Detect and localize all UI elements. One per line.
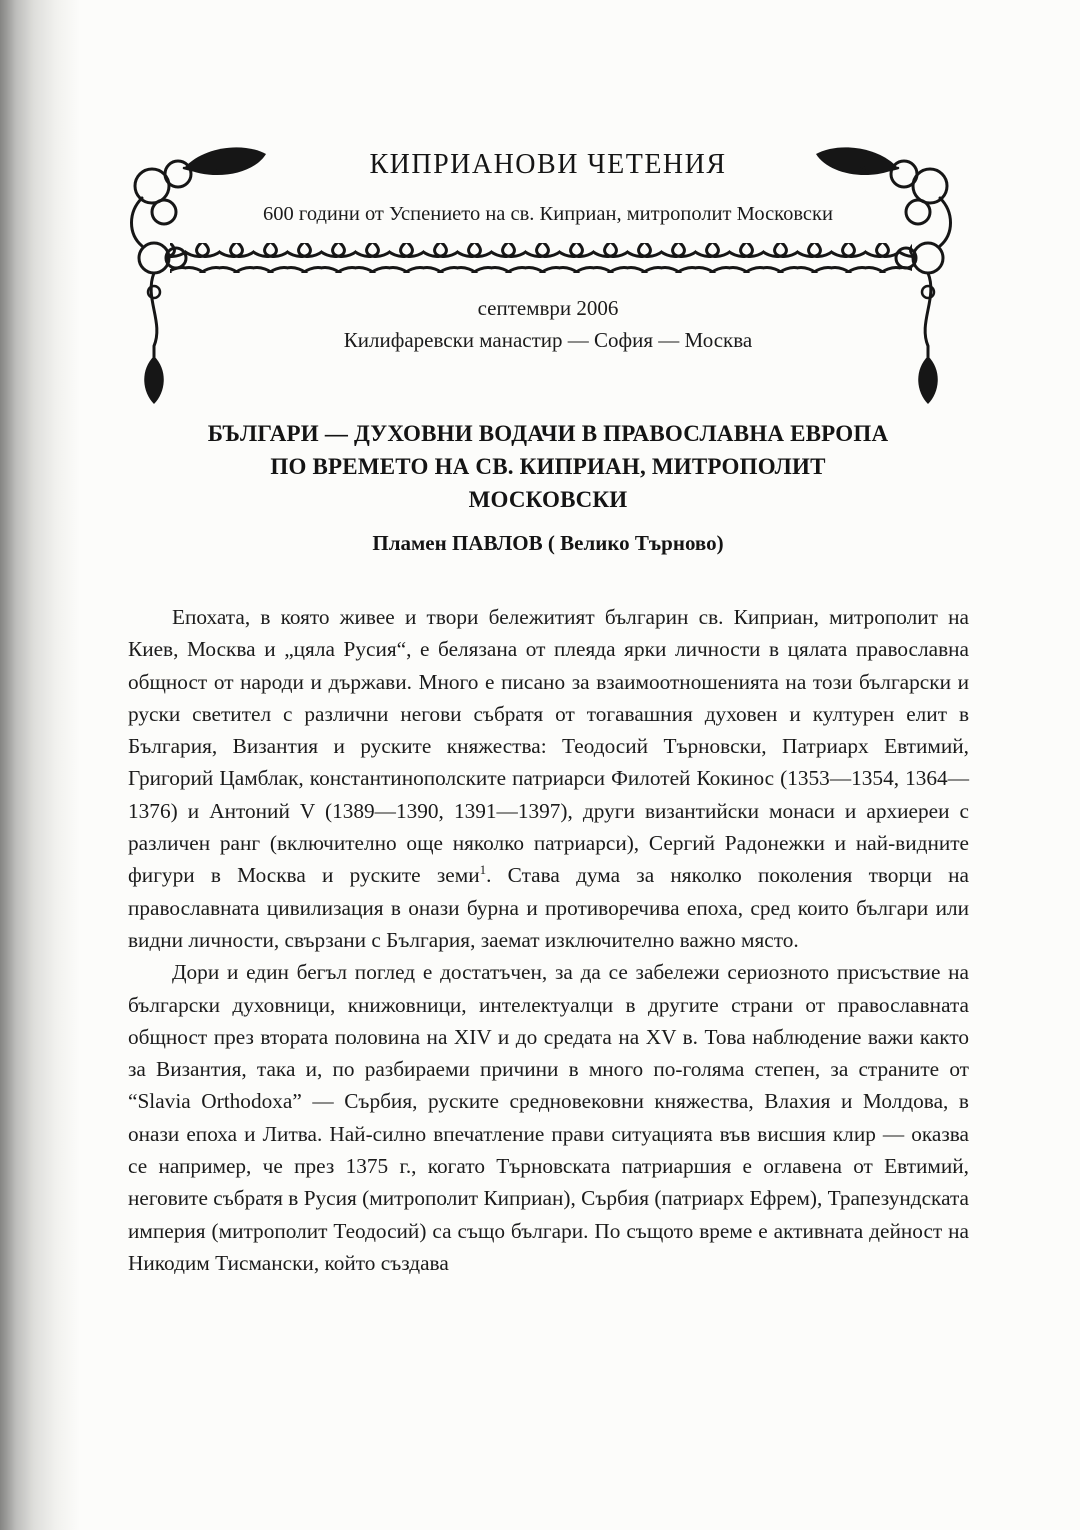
event-date: септември 2006 — [477, 296, 619, 320]
book-gutter-shadow — [0, 0, 80, 1530]
article-body — [128, 601, 969, 1279]
article-paragraph-2: Дори и един бегъл поглед е достатъчен, за да се забележи сериозното присъствие на български духовници, книжовници, интелектуалци в другите страни от православната общност през втората половина на XIV и до средата на XV в. Това наблюдение важи както за Византия, така и, по разбираеми причини в много по-голяма степен, за страните от “Slavia Orthodoxa” — Сърбия, руските средновековни княжества, Влахия и Молдова, в онази епоха и Литва. Най-силно впечатление прави ситуацията във висшия клир — оказва се например, че през 1375 г., когато Търновската патриаршия е оглавена от Евтимий, неговите събратя в Русия (митрополит Киприан), Сърбия (патриарх Ефрем), Трапезундската империя (митрополит Теодосий) са също българи. По същото време е активната дейност на Никодим Тисмански, който създава — [128, 960, 969, 1275]
paragraph-1-continuation: . Става дума за няколко поколения творци на православната цивилизация в онази бурна и противоречива епоха, сред които българи или видни личности, свързани с България, заемат изключително важно място. — [128, 863, 969, 952]
knotwork-border-ornament — [118, 142, 964, 410]
footnote-marker: 1 — [479, 862, 487, 878]
article-title — [18, 417, 1078, 516]
right-knot-ornament — [816, 147, 951, 404]
article-title-line-3: МОСКОВСКИ — [468, 487, 628, 512]
proceedings-subtitle: 600 години от Успението на св. Киприан, митрополит Московски — [263, 203, 833, 225]
proceedings-title: КИПРИАНОВИ ЧЕТЕНИЯ — [369, 149, 727, 180]
event-venue: Килифаревски манастир — София — Москва — [343, 328, 753, 352]
left-knot-ornament — [132, 147, 267, 404]
article-author: Пламен ПАВЛОВ ( Велико Търново) — [372, 531, 724, 555]
article-title-line-2: ПО ВРЕМЕТО НА СВ. КИПРИАН, МИТРОПОЛИТ — [270, 454, 826, 479]
paragraph-1-text: Епохата, в която живее и твори бележитият българин св. Киприан, митрополит на Киев, Москва и „цяла Русия“, е белязана от плеяда ярки личности в цялата православна общност от народи и държави. Много е писано за взаимоотношенията на този български и руски светител с различни негови събратя от тогавашния духовен и културен елит в България, Византия и руските княжества: Теодосий Търновски, Патриарх Евтимий, Григорий Цамблак, константинополските патриарси Филотей Кокинос (1353—1354, 1364—1376) и Антоний V (1389—1390, 1391—1397), други византийски монаси и архиереи с различен ранг (включително още няколко патриарси), Сергий Радонежки и най-видните фигури в Москва и руските земи — [128, 605, 969, 888]
article-title-line-1: БЪЛГАРИ — ДУХОВНИ ВОДАЧИ В ПРАВОСЛАВНА ЕВРОПА — [207, 421, 889, 446]
article-paragraph-1 — [128, 601, 969, 956]
braid-band — [170, 243, 912, 273]
